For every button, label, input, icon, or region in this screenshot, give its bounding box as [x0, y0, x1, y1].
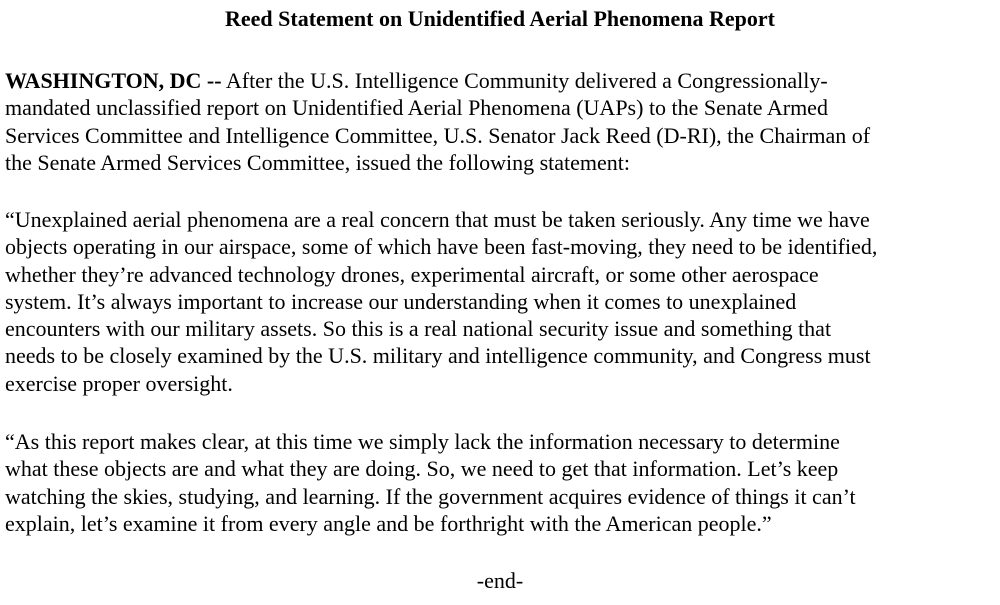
quote2-line-1: “As this report makes clear, at this time we simply lack the information necessary to determine	[5, 429, 840, 454]
quote1-line-3: whether they’re advanced technology drones, experimental aircraft, or some other aerospace	[5, 261, 819, 287]
quote2-line-2: what these objects are and what they are doing. So, we need to get that information. Let’s keep	[5, 456, 839, 482]
dateline: WASHINGTON, DC --	[5, 68, 222, 93]
quote1-line-1: “Unexplained aerial phenomena are a real concern that must be taken seriously. Any time we have	[5, 207, 870, 232]
quote2-line-4: explain, let’s examine it from every angle and be forthright with the American people.”	[5, 510, 772, 536]
intro-paragraph	[5, 67, 1000, 176]
intro-line-2: mandated unclassified report on Unidentified Aerial Phenomena (UAPs) to the Senate Armed	[5, 95, 828, 121]
end-marker: -end-	[476, 568, 524, 593]
quote-paragraph-1	[5, 206, 1000, 397]
quote1-line-2: objects operating in our airspace, some of which have been fast-moving, they need to be identified,	[5, 234, 878, 260]
page-title: Reed Statement on Unidentified Aerial Phenomena Report	[225, 6, 775, 31]
intro-line-4: the Senate Armed Services Committee, issued the following statement:	[5, 149, 631, 175]
quote1-line-6: needs to be closely examined by the U.S. military and intelligence community, and Congress must	[5, 343, 871, 369]
quote1-line-5: encounters with our military assets. So this is a real national security issue and something that	[5, 316, 832, 342]
intro-line-1	[5, 67, 1000, 94]
quote2-line-3: watching the skies, studying, and learning. If the government acquires evidence of things it can’t	[5, 483, 856, 509]
intro-line-3: Services Committee and Intelligence Committee, U.S. Senator Jack Reed (D-RI), the Chairman of	[5, 122, 871, 148]
intro-line-1-text: After the U.S. Intelligence Community delivered a Congressionally-	[221, 68, 828, 93]
quote1-line-4: system. It’s always important to increase our understanding when it comes to unexplained	[5, 288, 797, 314]
quote-paragraph-2	[5, 428, 1000, 537]
quote1-line-7: exercise proper oversight.	[5, 370, 233, 396]
